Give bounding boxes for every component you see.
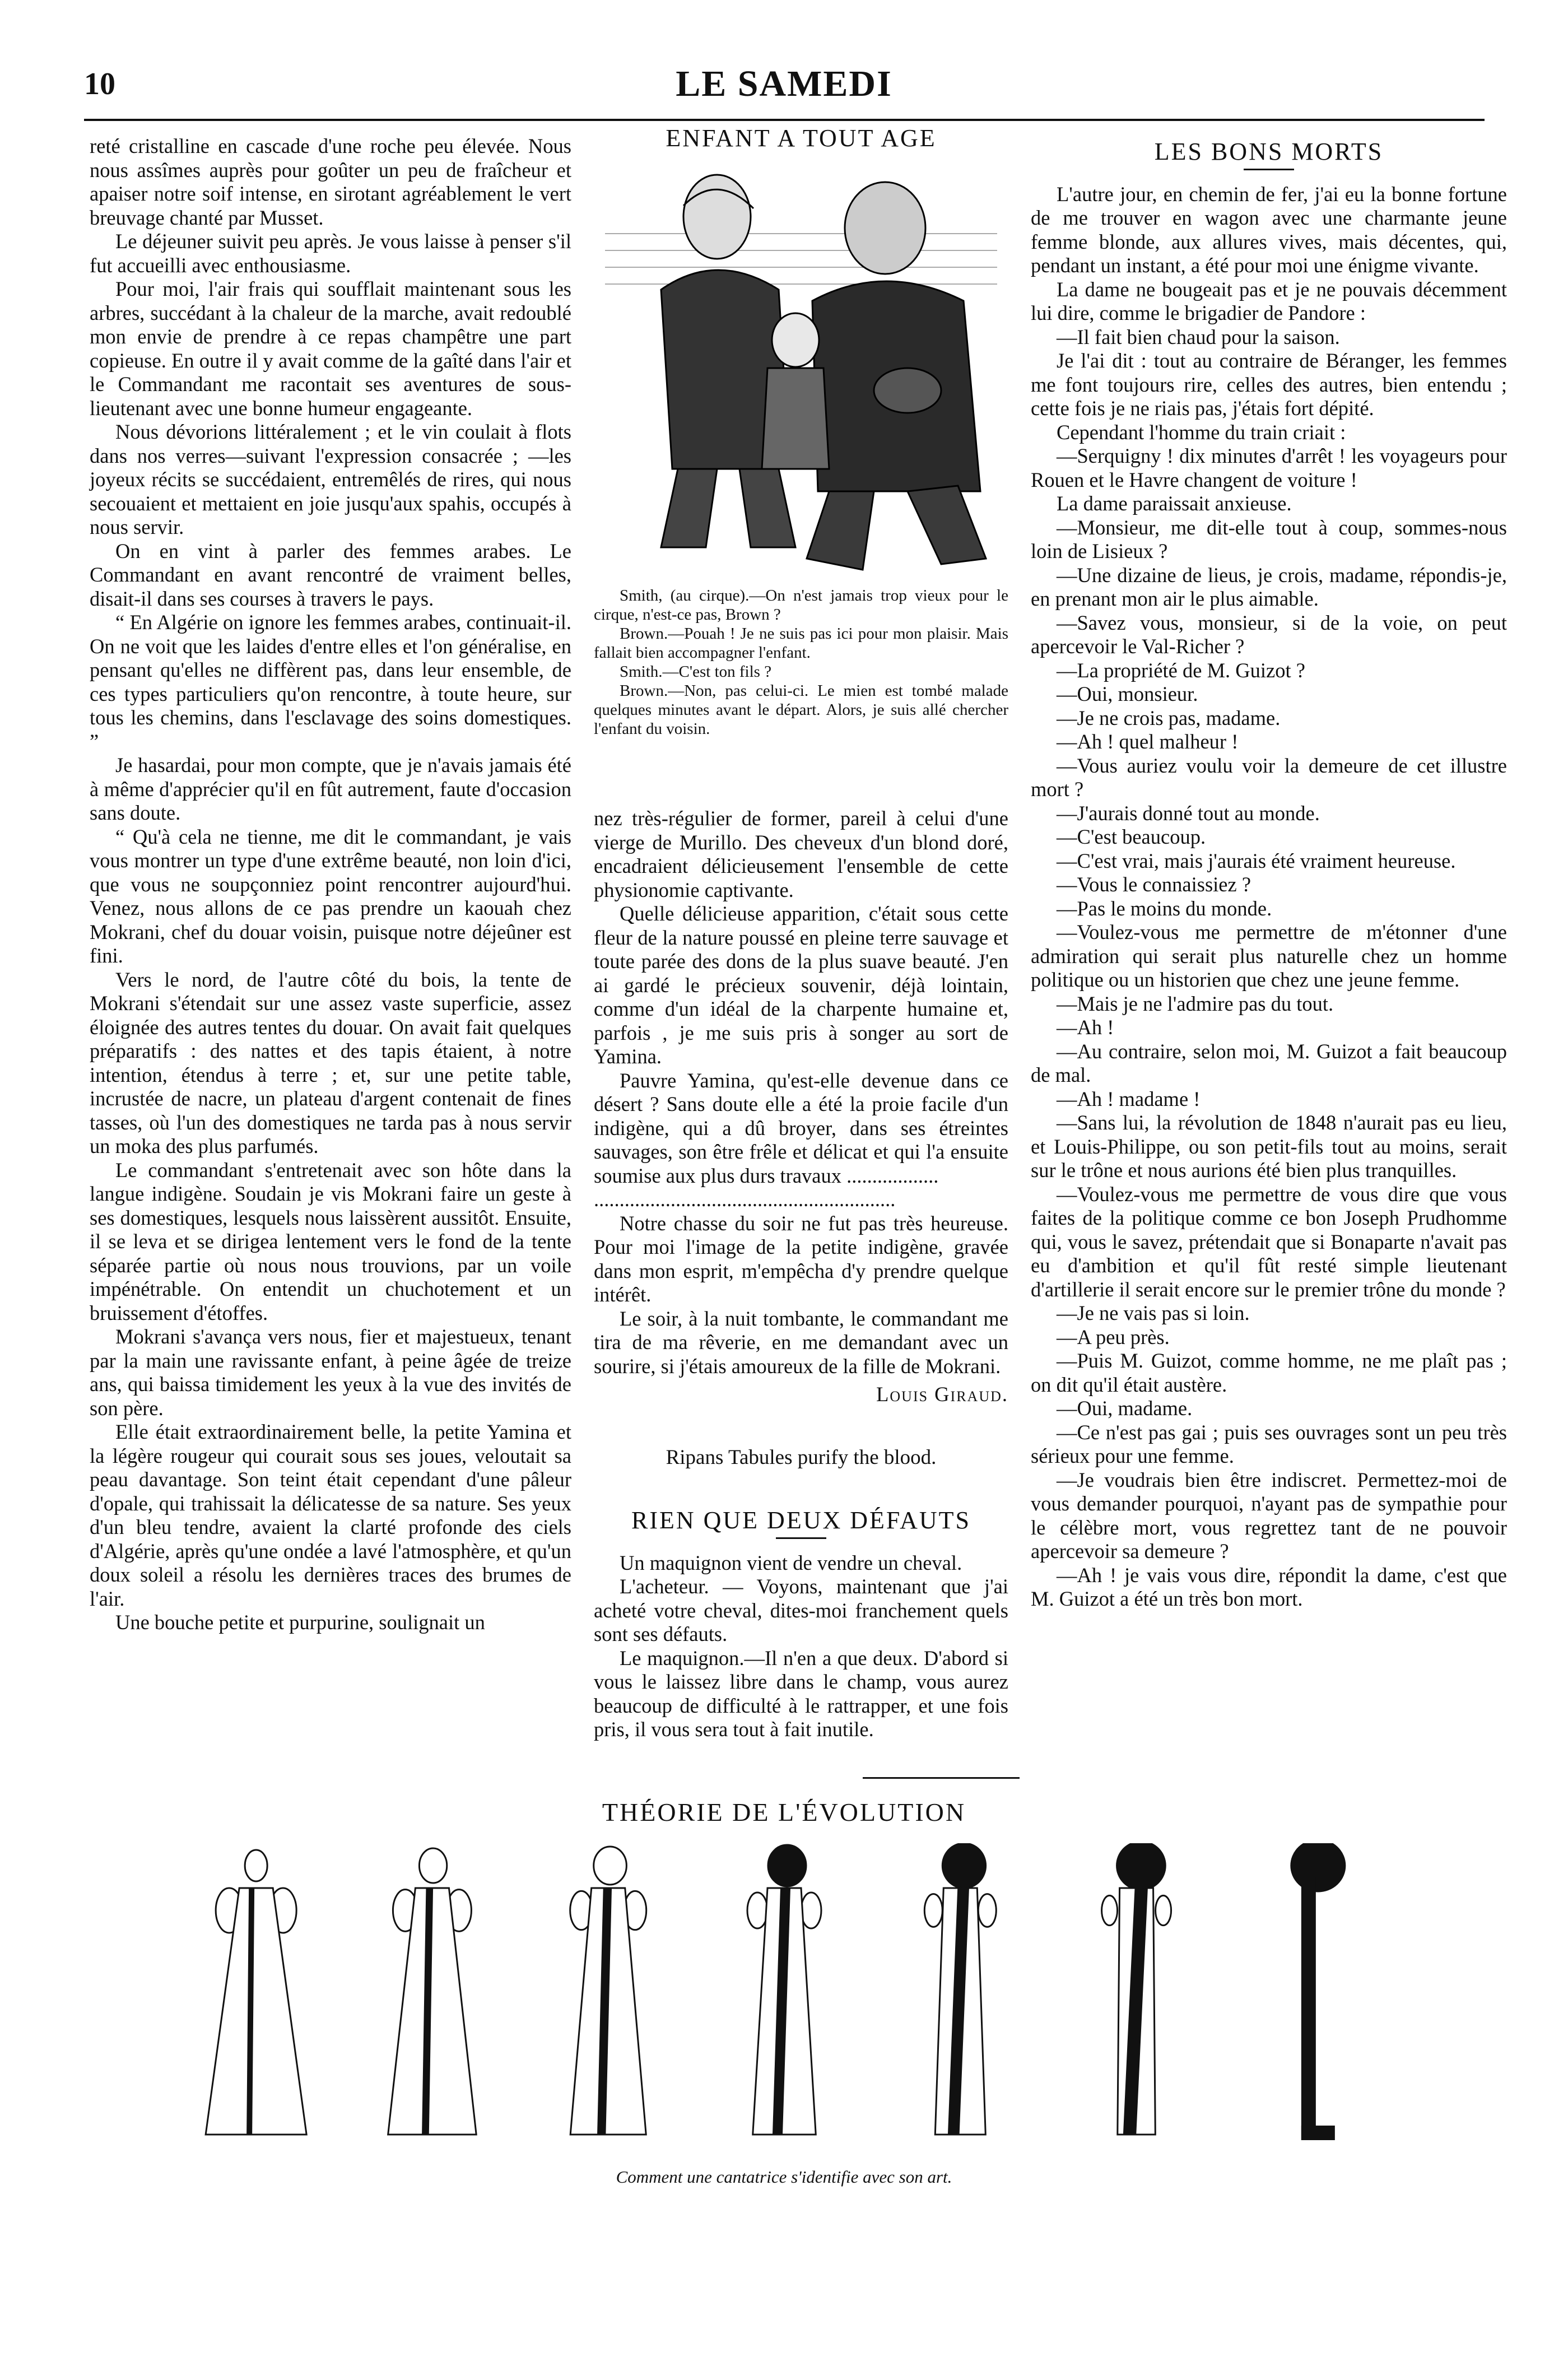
paragraph: Je l'ai dit : tout au contraire de Béranger, les femmes me font toujours rire, celles des autres, bien entendu ; cette fois je ne riais pas, j'étais fort dépité. [1031,349,1507,420]
title-dash [1244,169,1294,170]
title-dash [776,1537,826,1539]
paragraph: Elle était extraordinairement belle, la petite Yamina et la légère rougeur qui courait sous ses joues, veloutait sa peau davantage. Son teint était cependant d'une pâleur d'opale, qui trahissait la délicatesse de sa nature. Ses yeux d'un bleu tendre, avaient la clarté profonde des ciels d'Algérie, après qu'une ondée a lavé l'atmosphère, et qu'un doux soleil a résolu les dernières traces des brumes de l'air. [90,1420,571,1610]
paragraph: Le déjeuner suivit peu après. Je vous laisse à penser s'il fut accueilli avec enthousiasme. [90,230,571,277]
paragraph: —Je ne vais pas si loin. [1057,1301,1250,1324]
paragraph: “ Qu'à cela ne tienne, me dit le commandant, je vais vous montrer un type d'une extrême beauté, non loin d'ici, que vous ne soupçonniez point rencontrer aujourd'hui. Venez, nous allons de ce pas prendre un kaouah chez Mokrani, chef du douar voisin, puisque notre déjeûner est fini. [90,825,571,967]
caption-line: Brown.—Non, pas celui-ci. Le mien est tombé malade quelques minutes avant le départ. Alors, je suis allé chercher l'enfant du voisin. [594,682,1008,738]
paragraph: Pauvre Yamina, qu'est-elle devenue dans ce désert ? Sans doute elle a été la proie facile d'un indigène, qui a dû broyer, dans ses étreintes sauvages, son être frêle et délicat et qui l'a ensuite soumise aux plus durs travaux .................. [594,1068,1008,1187]
evolution-caption: Comment une cantatrice s'identifie avec son art. [616,2167,952,2187]
paragraph: Pour moi, l'air frais qui soufflait maintenant sous les arbres, succédant à la chaleur de la marche, avait redoublé mon envie de prendre à ce repas champêtre une part copieuse. En outre il y avait comme de la gaîté dans l'air et le Commandant me racontait ses aventures de sous-lieutenant avec une bonne humeur engageante. [90,277,571,420]
evolution-stage-4 [747,1845,821,2135]
paragraph: —J'aurais donné tout au monde. [1057,801,1320,825]
evolution-title: THÉORIE DE L'ÉVOLUTION [602,1798,966,1826]
masthead-title: LE SAMEDI [676,63,892,104]
paragraph: —Voulez-vous me permettre de m'étonner d'une admiration qui serait plus naturelle chez un homme politique ou un historien que chez une jeune femme. [1031,920,1507,991]
paragraph: —Ah ! [1057,1016,1114,1039]
caption-line: Smith, (au cirque).—On n'est jamais trop vieux pour le cirque, n'est-ce pas, Brown ? [594,587,1008,624]
cartoon-block [594,124,1008,738]
paragraph: Quelle délicieuse apparition, c'était sous cette fleur de la nature poussé en pleine terre sauvage et toute parée des dons de la plus suave beauté. J'en ai gardé le précieux souvenir, déjà lointain, comme d'un idéal de la charpente humaine et, parfois , je me suis pris à songer au sort de Yamina. [594,902,1008,1068]
paragraph: On en vint à parler des femmes arabes. Le Commandant en avant rencontré de vraiment belles, disait-il dans ses courses à travers le pays. [90,539,571,610]
paragraph: —Il fait bien chaud pour la saison. [1057,325,1340,348]
cartoon-caption [594,586,1008,738]
evolution-stage-6 [1102,1843,1171,2135]
paragraph: —Voulez-vous me permettre de vous dire que vous faites de la politique comme ce bon Joseph Prudhomme qui, vous le savez, prétendait que si Bonaparte n'avait pas eu d'ambition et qu'il fût resté simple lieutenant d'artillerie il serait encore sur le premier trône du monde ? [1031,1182,1507,1301]
evolution-stage-7 [1291,1843,1345,2140]
paragraph: —A peu près. [1057,1325,1170,1349]
caption-line: Smith.—C'est ton fils ? [620,663,772,681]
paragraph: Mokrani s'avança vers nous, fier et majestueux, tenant par la main une ravissante enfant, à peine âgée de treize ans, qui baissa timidement les yeux à la vue des invités de son père. [90,1325,571,1420]
paragraph: —Oui, monsieur. [1057,682,1198,705]
left-column [90,134,571,1635]
cartoon-illustration [594,155,1008,581]
paragraph: —Pas le moins du monde. [1057,896,1272,920]
paragraph: Je hasardai, pour mon compte, que je n'avais jamais été à même d'apprécier qu'il en fût autrement, faute d'occasion sans doute. [90,754,571,824]
paragraph: —Oui, madame. [1057,1397,1193,1420]
advert-line: Ripans Tabules purify the blood. [666,1445,937,1469]
paragraph: Cependant l'homme du train criait : [1057,420,1346,444]
paragraph: L'autre jour, en chemin de fer, j'ai eu la bonne fortune de me trouver en wagon avec une charmante jeune femme blonde, aux allures vives, mais décentes, qui, pendant un instant, a été pour moi une énigme vivante. [1031,182,1507,277]
right-column [1031,140,1507,1611]
paragraph: —C'est beaucoup. [1057,825,1206,848]
section-rule [863,1777,1020,1779]
paragraph: —Sans lui, la révolution de 1848 n'aurait pas eu lieu, et Louis-Philippe, ou son petit-fils tout au moins, serait sur le trône et nous aurions été bien plus tranquilles. [1031,1111,1507,1182]
paragraph: Notre chasse du soir ne fut pas très heureuse. Pour moi l'image de la petite indigène, gravée dans mon esprit, m'empêcha d'y prendre quelque intérêt. [594,1211,1008,1306]
evolution-stage-1 [206,1850,306,2135]
paragraph: Le commandant s'entretenait avec son hôte dans la langue indigène. Soudain je vis Mokrani faire un geste à ses domestiques, lesquels nous laissèrent aussitôt. Ensuite, il se leva et se dirigea lentement vers le fond de la tente séparée partie où nous nous trouvions, par un voile impénétrable. On entendit un chuchotement et un bruissement d'étoffes. [90,1158,571,1324]
paragraph: —La propriété de M. Guizot ? [1057,658,1305,682]
paragraph: ........................................................... [594,1188,896,1211]
paragraph: —Je voudrais bien être indiscret. Permettez-moi de vous demander pourquoi, n'ayant pas de sympathie pour le célèbre mort, vous regrettez tant de ne pouvoir apercevoir sa demeure ? [1031,1468,1507,1563]
paragraph: —Ce n'est pas gai ; puis ses ouvrages sont un peu très sérieux pour une femme. [1031,1420,1507,1467]
caption-line: Brown.—Pouah ! Je ne suis pas ici pour mon plaisir. Mais fallait bien accompagner l'enfant. [594,625,1008,662]
evolution-stage-3 [570,1847,646,2135]
paragraph: —Vous le connaissiez ? [1057,873,1251,896]
paragraph: —Une dizaine de lieus, je crois, madame, répondis-je, en prenant mon air le plus aimable. [1031,563,1507,610]
paragraph: —Ah ! quel malheur ! [1057,730,1239,753]
paragraph: —Puis M. Guizot, comme homme, ne me plaît pas ; on dit qu'il était austère. [1031,1349,1507,1396]
cartoon-title: ENFANT A TOUT AGE [666,124,937,152]
paragraph: Une bouche petite et purpurine, soulignait un [115,1611,485,1634]
paragraph: —Mais je ne l'admire pas du tout. [1057,992,1334,1015]
evolution-illustration [168,1843,1401,2157]
paragraph: Le maquignon.—Il n'en a que deux. D'abord si vous le laissez libre dans le champ, vous aurez beaucoup de difficulté à le rattrapper, et une fois pris, il vous sera tout à fait inutile. [594,1646,1008,1741]
paragraph: —Ah ! je vais vous dire, répondit la dame, c'est que M. Guizot a été un très bon mort. [1031,1563,1507,1610]
paragraph: —Je ne crois pas, madame. [1057,706,1281,729]
paragraph: “ En Algérie on ignore les femmes arabes, continuait-il. On ne voit que les laides d'entre elles et l'on généralise, en pensant qu'elles ne diffèrent pas, dans leur ensemble, de ces types particuliers qu'on rencontre, à toute heure, sur tous les chemins, dans l'esclavage des soins domestiques. ” [90,611,571,753]
bons-morts-title: LES BONS MORTS [1154,138,1384,165]
paragraph: La dame ne bougeait pas et je ne pouvais décemment lui dire, comme le brigadier de Pandore : [1031,277,1507,324]
paragraph: reté cristalline en cascade d'une roche peu élevée. Nous nous assîmes auprès pour goûter un peu de fraîcheur et apaiser notre soif intense, en sirotant agréablement le vert breuvage chanté par Musset. [90,134,571,229]
defauts-title: RIEN QUE DEUX DÉFAUTS [631,1507,971,1534]
evolution-stage-5 [924,1843,996,2135]
paragraph: La dame paraissait anxieuse. [1057,492,1292,515]
header-rule [84,119,1485,121]
paragraph: —Au contraire, selon moi, M. Guizot a fait beaucoup de mal. [1031,1039,1507,1086]
middle-column-story [594,807,1008,1742]
page-number: 10 [84,67,115,101]
evolution-stage-2 [388,1848,477,2135]
paragraph: Nous dévorions littéralement ; et le vin coulait à flots dans nos verres—suivant l'expression consacrée ; —les joyeux récits se succédaient, entremêlés de rires, qui nous secouaient et mettaient en joie jusqu'aux spahis, occupés à nous servir. [90,420,571,538]
child-figure [762,313,829,469]
paragraph: —Ah ! madame ! [1057,1087,1201,1110]
paragraph: —Vous auriez voulu voir la demeure de cet illustre mort ? [1031,754,1507,801]
paragraph: Vers le nord, de l'autre côté du bois, la tente de Mokrani s'étendait sur une assez vaste superficie, assez éloignée des autres tentes du douar. On avait fait quelques préparatifs : des nattes et des tapis étaient, à notre intention, étendus à terre ; et, sur une petite table, incrustée de nacre, un plateau d'argent contenait de fines tasses, où l'un des domestiques ne tarda pas à nous servir un moka des plus parfumés. [90,968,571,1157]
paragraph: —C'est vrai, mais j'aurais été vraiment heureuse. [1057,849,1456,872]
paragraph: nez très-régulier de former, pareil à celui d'une vierge de Murillo. Des cheveux d'un blond doré, encadraient délicieusement l'ensemble de cette physionomie captivante. [594,807,1008,901]
author-signature: Louis Giraud. [876,1383,1008,1406]
paragraph: Un maquignon vient de vendre un cheval. [620,1551,962,1574]
paragraph: —Serquigny ! dix minutes d'arrêt ! les voyageurs pour Rouen et le Havre changent de voiture ! [1031,444,1507,491]
paragraph: —Monsieur, me dit-elle tout à coup, sommes-nous loin de Lisieux ? [1031,515,1507,562]
paragraph: —Savez vous, monsieur, si de la voie, on peut apercevoir le Val-Richer ? [1031,611,1507,658]
paragraph: L'acheteur. — Voyons, maintenant que j'ai acheté votre cheval, dites-moi franchement quels sont ses défauts. [594,1575,1008,1645]
paragraph: Le soir, à la nuit tombante, le commandant me tira de ma rêverie, en me demandant avec un sourire, si j'étais amoureux de la fille de Mokrani. [594,1306,1008,1378]
